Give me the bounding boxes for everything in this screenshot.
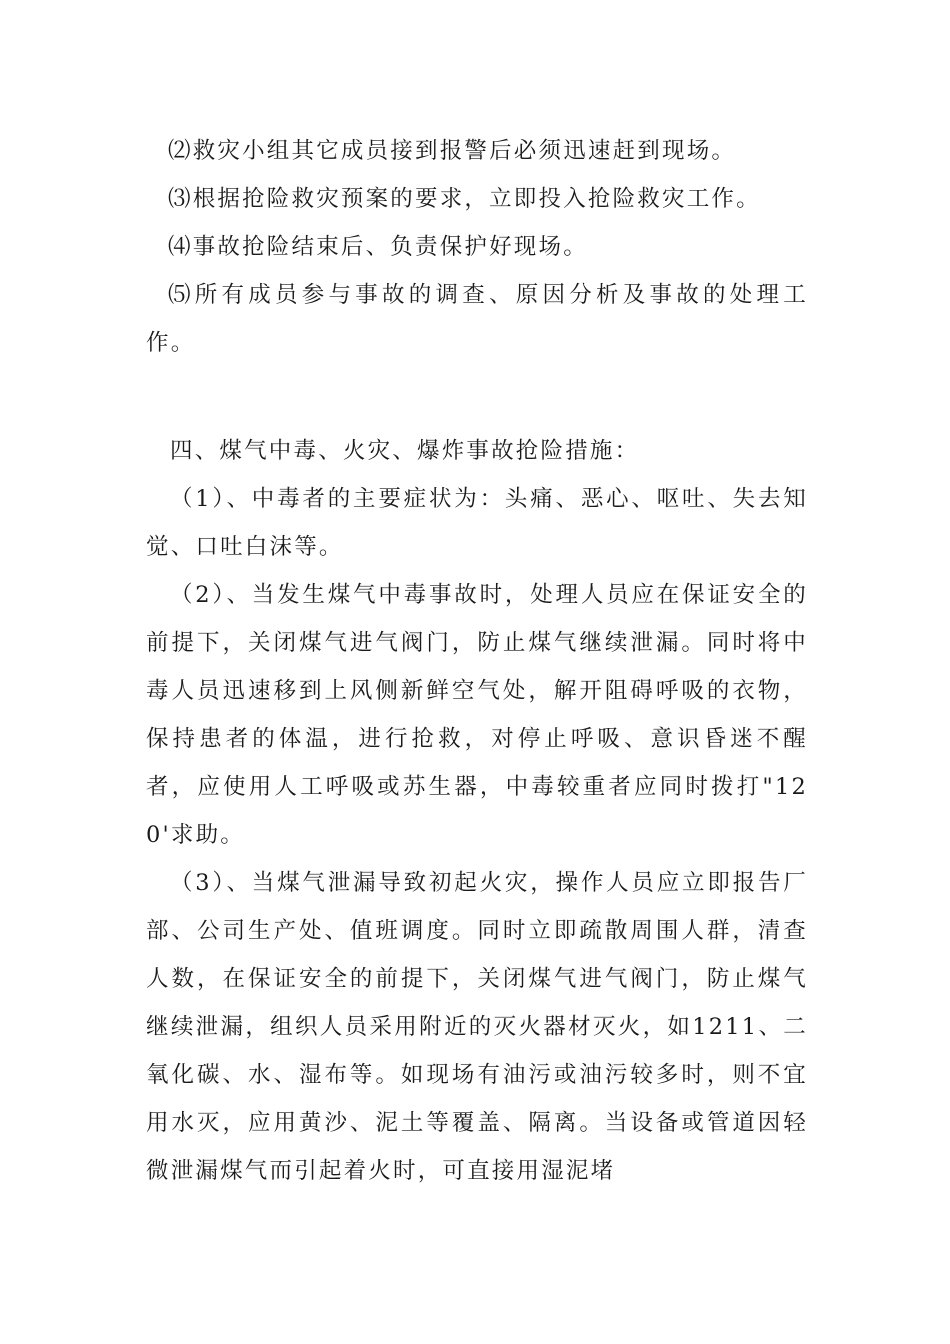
paragraph: （3）、当煤气泄漏导致初起火灾，操作人员应立即报告厂部、公司生产处、值班调度。同时立即疏散周围人群，清查人数，在保证安全的前提下，关闭煤气进气阀门，防止煤气继续泄漏，组织人员采用附近的灭火器材灭火，如1211、二氧化碳、水、湿布等。如现场有油污或油污较多时，则不宜用水灭，应用黄沙、泥土等覆盖、隔离。当设备或管道因轻微泄漏煤气而引起着火时，可直接用湿泥堵 [146,870,808,1184]
section-heading: 四、煤气中毒、火灾、爆炸事故抢险措施： [170,438,640,464]
list-item: ⑶根据抢险救灾预案的要求，立即投入抢险救灾工作。 [168,186,761,212]
paragraph: （1）、中毒者的主要症状为：头痛、恶心、呕吐、失去知觉、口吐白沫等。 [146,486,808,560]
paragraph: （2）、当发生煤气中毒事故时，处理人员应在保证安全的前提下，关闭煤气进气阀门，防止煤气继续泄漏。同时将中毒人员迅速移到上风侧新鲜空气处，解开阻碍呼吸的衣物，保持患者的体温，进行抢救，对停止呼吸、意识昏迷不醒者，应使用人工呼吸或苏生器，中毒较重者应同时拨打"120'求助。 [146,582,808,848]
section-three-list [146,127,808,367]
list-item: ⑵救灾小组其它成员接到报警后必须迅速赶到现场。 [168,138,737,164]
list-item: ⑷事故抢险结束后、负责保护好现场。 [168,234,588,260]
section-four [146,427,808,1195]
list-item: ⑸所有成员参与事故的调查、原因分析及事故的处理工作。 [146,282,808,356]
